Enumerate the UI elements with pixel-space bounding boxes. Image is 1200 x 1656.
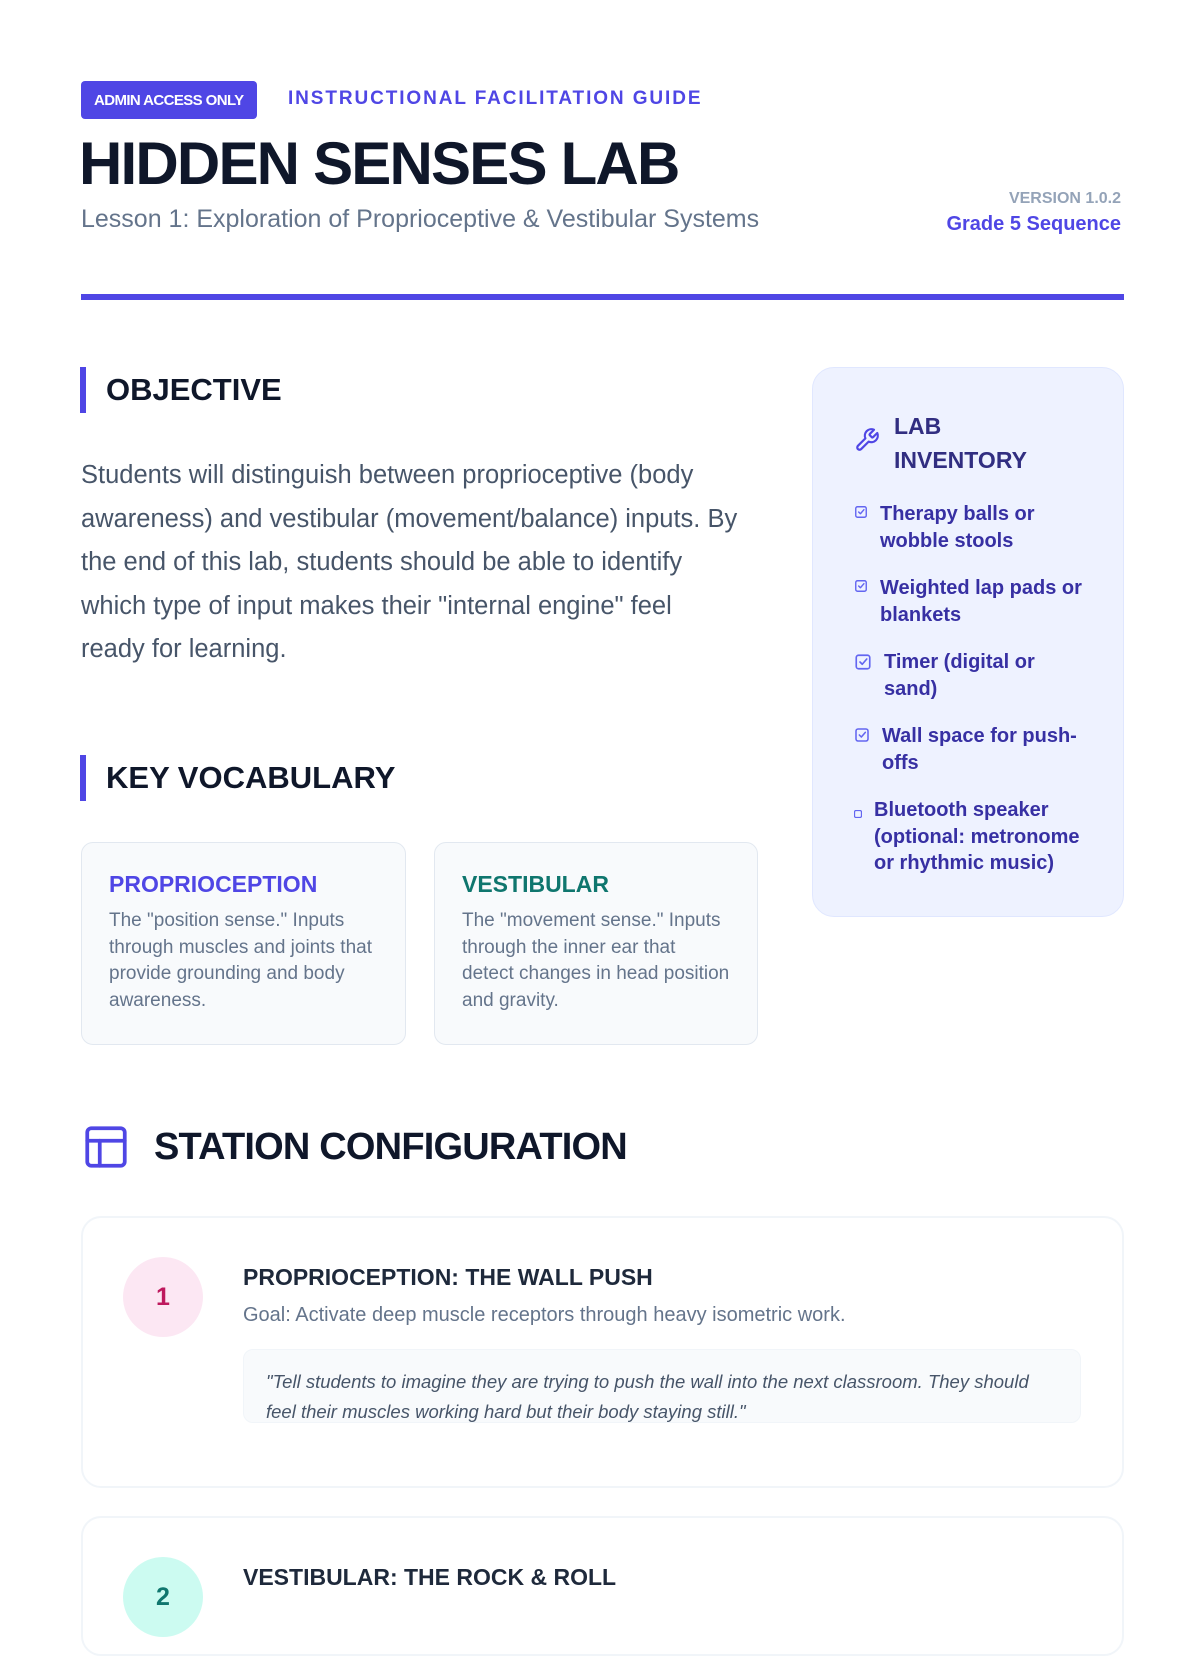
grade-label: Grade 5 Sequence [946, 213, 1121, 235]
inventory-header [854, 409, 1123, 477]
inventory-item [854, 501, 1092, 554]
square-bullet-icon [854, 805, 862, 823]
vocab-term: PROPRIOCEPTION [109, 871, 318, 897]
vocab-term: VESTIBULAR [462, 871, 609, 897]
version-label: VERSION 1.0.2 [1008, 190, 1121, 207]
admin-access-badge: ADMIN ACCESS ONLY [81, 81, 257, 119]
station-facilitator-quote: "Tell students to imagine they are trying to push the wall into the next classroom. They should feel their muscles working hard but their body staying still." [243, 1349, 1081, 1423]
inventory-title: LAB INVENTORY [894, 413, 1027, 473]
vocab-card-proprioception [81, 842, 406, 1045]
checkbox-icon [854, 505, 868, 524]
inventory-item-label: Bluetooth speaker (optional: metronome or rhythmic music) [874, 799, 1080, 874]
station-goal: Goal: Activate deep muscle receptors through heavy isometric work. [243, 1304, 846, 1326]
station-number-badge: 2 [123, 1557, 203, 1637]
vocab-definition: The "movement sense." Inputs through the inner ear that detect changes in head position and gravity. [462, 910, 730, 1011]
inventory-list [854, 501, 1123, 877]
guide-label: INSTRUCTIONAL FACILITATION GUIDE [288, 88, 703, 109]
inventory-item [854, 797, 1092, 877]
station-name: VESTIBULAR: THE ROCK & ROLL [243, 1564, 617, 1590]
objective-heading-text: OBJECTIVE [106, 372, 282, 407]
page-title: HIDDEN SENSES LAB [79, 130, 679, 197]
lesson-subtitle: Lesson 1: Exploration of Proprioceptive & Vestibular Systems [81, 205, 760, 233]
inventory-item-label: Timer (digital or sand) [884, 651, 1035, 700]
wrench-icon [854, 427, 880, 453]
header-divider [81, 294, 1124, 300]
objective-heading [80, 367, 282, 413]
inventory-item-label: Wall space for push-offs [882, 725, 1077, 774]
station-configuration-heading [81, 1122, 627, 1172]
station-number-badge: 1 [123, 1257, 203, 1337]
station-card-1 [81, 1216, 1124, 1488]
objective-text: Students will distinguish between proprioceptive (body awareness) and vestibular (movement/balance) inputs. By the end of this lab, students should be able to identify which type of input makes their "internal engine" feel ready for learning. [81, 461, 738, 663]
layout-icon [81, 1122, 131, 1172]
inventory-item-label: Therapy balls or wobble stools [880, 503, 1035, 552]
vocabulary-heading [80, 755, 395, 801]
inventory-item [854, 649, 1092, 702]
station-configuration-title: STATION CONFIGURATION [154, 1125, 627, 1168]
inventory-item-label: Weighted lap pads or blankets [880, 577, 1082, 626]
station-card-2 [81, 1516, 1124, 1656]
vocab-definition: The "position sense." Inputs through muscles and joints that provide grounding and body awareness. [109, 910, 372, 1011]
inventory-item [854, 723, 1092, 776]
vocabulary-heading-text: KEY VOCABULARY [106, 760, 396, 795]
checkbox-icon [854, 653, 872, 676]
lab-inventory-panel [812, 367, 1124, 917]
checkbox-icon [854, 579, 868, 598]
checkbox-icon [854, 727, 870, 748]
station-name: PROPRIOCEPTION: THE WALL PUSH [243, 1264, 653, 1290]
vocab-card-vestibular [434, 842, 758, 1045]
inventory-item [854, 575, 1092, 628]
